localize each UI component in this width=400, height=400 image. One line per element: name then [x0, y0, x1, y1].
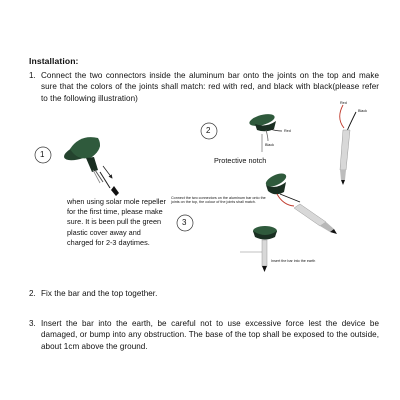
figure-1-number: 1	[40, 150, 45, 159]
aluminum-bar-with-wires	[340, 105, 356, 185]
solar-charge-note: when using solar mole repeller for the first time, please make sure. It is been pull the green plastic cover away and charged for 2-3 daytimes.	[67, 197, 166, 247]
step-2	[29, 288, 379, 300]
bar-wire-label-red: Red	[340, 101, 347, 105]
figure-3-number: 3	[182, 218, 187, 227]
step-3	[29, 318, 379, 354]
installation-heading: Installation:	[29, 56, 79, 66]
bar-wire-label-black: Black	[358, 109, 368, 113]
step-3-text: Insert the bar into the earth, be careful not to use excessive force lest the device be damaged, or bump into any obstruction. The base of the top shall be exposed to the outside, about 1cm above the ground.	[41, 319, 379, 351]
step-1-number: 1.	[29, 71, 36, 80]
inserted-device	[240, 226, 277, 272]
connect-note: Connect the two connectors on the aluminum bar onto the joints on the top, the colour of the joints shall match.	[171, 196, 266, 205]
protective-notch-label: Protective notch	[214, 156, 267, 165]
figure-2-number: 2	[206, 126, 211, 135]
step-3-number: 3.	[29, 319, 36, 328]
wire-label-red: Red	[284, 129, 291, 133]
figure-1-device	[62, 137, 119, 196]
step-2-number: 2.	[29, 289, 36, 298]
step-1-text: Connect the two connectors inside the aluminum bar onto the joints on the top and make sure that the colors of the joints shall match: red with red, and black with black(please refer to the following illustration)	[41, 71, 379, 103]
wire-label-black: Black	[265, 143, 275, 147]
step-2-text: Fix the bar and the top together.	[41, 289, 158, 298]
insert-note: Insert the bar into the earth	[271, 259, 316, 263]
